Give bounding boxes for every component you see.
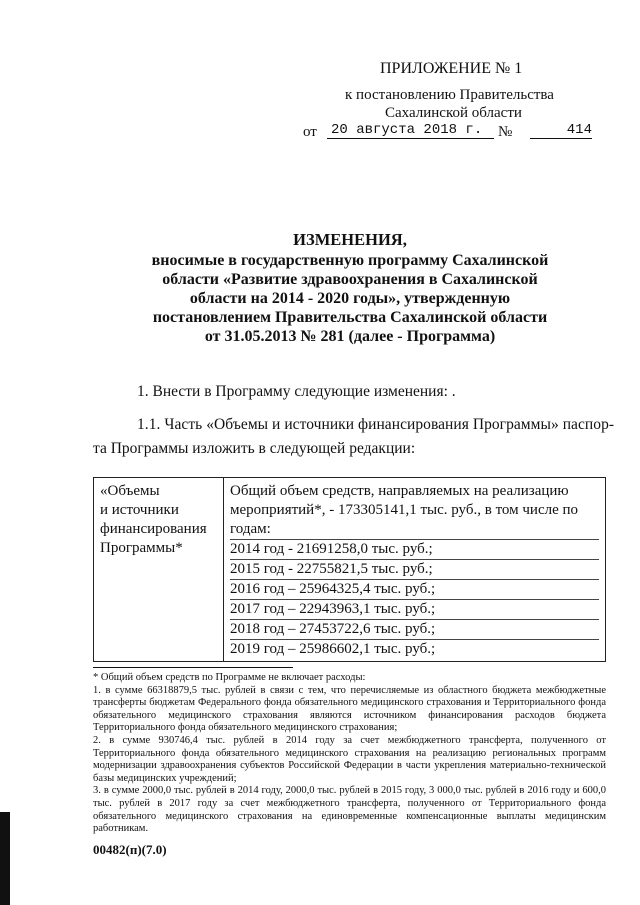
funding-table	[93, 477, 606, 662]
decree-number: 414	[530, 122, 592, 139]
label-line: и источники	[100, 502, 179, 518]
year-row: 2016 год – 25964325,4 тыс. руб.;	[230, 580, 599, 600]
footnote-heading: * Общий объем средств по Программе не включает расходы:	[93, 672, 366, 683]
decree-date: 20 августа 2018 г.	[327, 122, 494, 139]
year-row: 2015 год - 22755821,5 тыс. руб.;	[230, 560, 599, 580]
paragraph-1-1-line-2: та Программы изложить в следующей редакции:	[93, 440, 416, 457]
footnote-item: 1. в сумме 66318879,5 тыс. рублей в связи с тем, что перечисляемые из областного бюджета межбюджетные трансферты бюджетам Федерального фонда обязательного медицинского страхования и Территориального фонда обязательного медицинского страхования являются источником финансирования расходов бюджета Территориального фонда обязательного медицинского страхования;	[93, 684, 606, 734]
paragraph-1: 1. Внести в Программу следующие изменения: .	[137, 383, 456, 400]
funding-values-cell	[224, 478, 606, 662]
year-row: 2017 год – 22943963,1 тыс. руб.;	[230, 600, 599, 620]
year-row: 2014 год - 21691258,0 тыс. руб.;	[230, 540, 599, 560]
changes-heading: ИЗМЕНЕНИЯ,	[293, 230, 407, 249]
from-label: от	[303, 124, 317, 140]
paragraph-1-1-line-1: 1.1. Часть «Объемы и источники финансирования Программы» паспор-	[137, 416, 615, 433]
footnote-separator	[93, 667, 293, 668]
title-line: области «Развитие здравоохранения в Сахалинской	[162, 271, 538, 288]
label-line: Программы*	[100, 540, 183, 556]
footnotes	[93, 672, 606, 836]
title-line: области на 2014 - 2020 годы», утвержденную	[189, 290, 511, 307]
decree-line-1: к постановлению Правительства	[345, 87, 554, 103]
table-row	[94, 478, 606, 662]
intro-line: Общий объем средств, направляемых на реализацию	[230, 483, 569, 499]
decree-line-2: Сахалинской области	[385, 105, 522, 121]
title-line: вносимые в государственную программу Сахалинской	[151, 252, 549, 269]
title-block	[140, 251, 560, 346]
footnote-item: 2. в сумме 930746,4 тыс. рублей в 2014 году за счет межбюджетного трансферта, полученного от Территориального фонда обязательного медицинского страхования на реализацию региональных программ модернизации здравоохранения субъектов Российской Федерации в части укрепления материально-технической базы медицинских учреждений;	[93, 734, 606, 784]
intro-line: мероприятий*, - 173305141,1 тыс. руб., в том числе по	[230, 502, 579, 518]
number-label: №	[498, 124, 513, 140]
funding-label-cell	[94, 478, 224, 662]
intro-line: годам:	[230, 520, 599, 540]
footnote-item: 3. в сумме 2000,0 тыс. рублей в 2014 году, 2000,0 тыс. рублей в 2015 году, 3 000,0 тыс. рублей в 2016 году и 600,0 тыс. рублей в 2017 году за счет межбюджетного трансферта, полученного от Территориального фонда обязательного медицинского страхования на единовременные компенсационные выплаты медицинским работникам.	[93, 785, 606, 835]
label-line: «Объемы	[100, 483, 160, 499]
title-line: от 31.05.2013 № 281 (далее - Программа)	[204, 328, 496, 345]
document-code: 00482(п)(7.0)	[93, 842, 167, 857]
appendix-label: ПРИЛОЖЕНИЕ № 1	[380, 60, 523, 77]
label-line: финансирования	[100, 521, 207, 537]
title-line: постановлением Правительства Сахалинской области	[152, 309, 548, 326]
year-row: 2018 год – 27453722,6 тыс. руб.;	[230, 620, 599, 640]
year-row: 2019 год – 25986602,1 тыс. руб.;	[230, 641, 436, 657]
scan-margin-bar	[0, 812, 10, 905]
